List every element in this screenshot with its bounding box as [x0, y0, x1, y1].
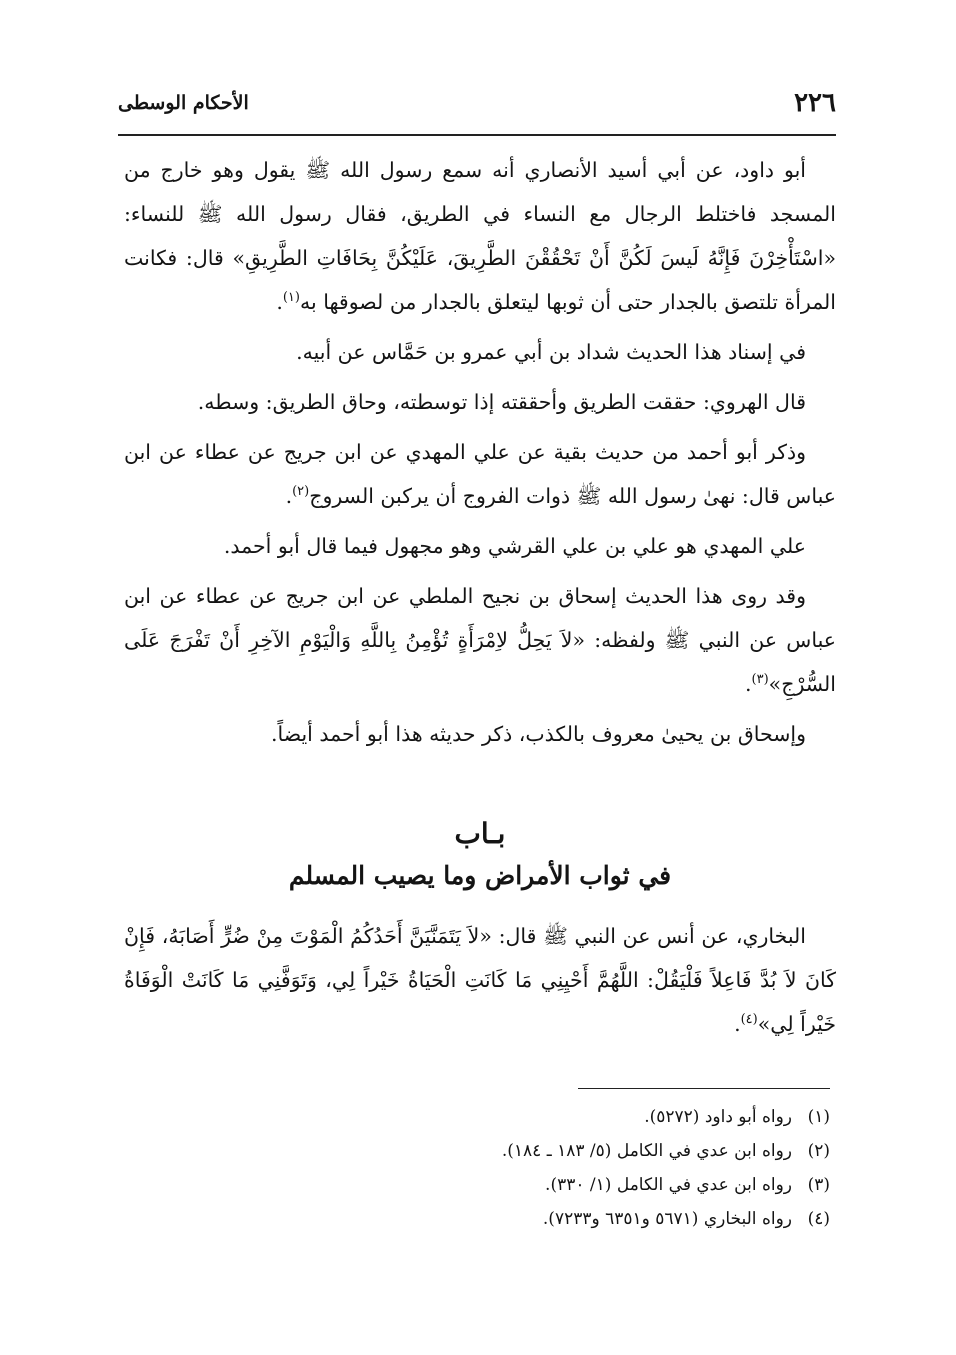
- page-number: ٢٢٦: [794, 88, 836, 118]
- paragraph-harawi: قال الهروي: حققت الطريق وأحققته إذا توسطته، وحاق الطريق: وسطه.: [197, 390, 806, 414]
- header-rule: [118, 134, 836, 136]
- footnote-number: (٢): [807, 1141, 830, 1161]
- footnote-marker[interactable]: (٤): [740, 1012, 758, 1028]
- paragraph-ishaq-yahya: وإسحاق بن يحيىٰ معروف بالكذب، ذكر حديثه هذا أبو أحمد أيضاً.: [270, 722, 806, 746]
- paragraph-bukhari: البخاري، عن أنس عن النبي ﷺ قال: «لاَ يَتَمَنَّيَنَّ أَحَدُكُمُ الْمَوْتَ مِنْ ضُرٍّ أَصَابَهُ، فَإِنْ كَانَ لاَ بُدَّ فَاعِلاً فَلْيَقُلْ: اللَّهُمَّ أَحْيِنِي مَا كَانَتِ الْحَيَاةُ خَيْراً لِي، وَتَوَفَّنِي مَا كَانَتْ الْوَفَاةُ خَيْراً لِي»$^{(٤)}$.: [124, 924, 836, 1036]
- paragraph-isnad-note: في إسناد هذا الحديث شداد بن أبي عمرو بن حَمَّاس عن أبيه.: [296, 340, 806, 364]
- footnote-marker[interactable]: (١): [282, 290, 300, 306]
- footnote-item: [124, 1100, 830, 1134]
- running-header: [118, 88, 836, 128]
- footnotes: [124, 1100, 830, 1236]
- paragraph-ishaq-najih: وقد روى هذا الحديث إسحاق بن نجيح الملطي عن ابن جريج عن عطاء عن ابن عباس عن النبي ﷺ ولفظه: «لاَ يَحِلُّ لاِمْرَأَةٍ تُؤْمِنُ بِاللَّهِ وَالْيَوْمِ الآخِرِ أَنْ تَفْرَجَ عَلَى السُّرْجِ»$^{(٣)}$.: [124, 584, 836, 696]
- main-text: [124, 148, 836, 1052]
- paragraph-ali-mahdi: علي المهدي هو علي بن علي القرشي وهو مجهول فيما قال أبو أحمد.: [223, 534, 806, 558]
- footnote-separator: [578, 1088, 830, 1089]
- footnote-text: رواه ابن عدي في الكامل (٥/ ١٨٣ ـ ١٨٤).: [501, 1141, 792, 1161]
- footnote-item: [124, 1134, 830, 1168]
- footnote-number: (٣): [807, 1175, 830, 1195]
- chapter-title: في ثواب الأمراض وما يصيب المسلم: [288, 861, 672, 890]
- chapter-heading: بـاب: [454, 817, 506, 850]
- paragraph-abu-dawud: أبو داود، عن أبي أسيد الأنصاري أنه سمع رسول الله ﷺ يقول وهو خارج من المسجد فاختلط الرجال مع النساء في الطريق، فقال رسول الله ﷺ للنساء: «اسْتَأْخِرْنَ فَإِنَّهُ لَيسَ لَكُنَّ أَنْ تَحْقُقْنَ الطَّرِيقَ، عَلَيْكُنَّ بِحَافَاتِ الطَّرِيقِ» قال: فكانت المرأة تلتصق بالجدار حتى أن ثوبها ليتعلق بالجدار من لصوقها به$^{(١)}$.: [124, 158, 836, 314]
- footnote-text: رواه البخاري (٥٦٧١ و٦٣٥١ و٧٢٣٣).: [542, 1209, 792, 1229]
- running-title: الأحكام الوسطى: [118, 92, 249, 114]
- footnote-number: (١): [807, 1107, 830, 1127]
- paragraph-abu-ahmad: وذكر أبو أحمد من حديث بقية عن علي المهدي عن ابن جريج عن عطاء عن ابن عباس قال: نهىٰ رسول الله ﷺ ذوات الفروج أن يركبن السروج$^{(٢)}$.: [124, 440, 836, 508]
- footnote-item: [124, 1168, 830, 1202]
- footnote-marker[interactable]: (٢): [292, 484, 310, 500]
- footnote-text: رواه أبو داود (٥٢٧٢).: [644, 1107, 792, 1127]
- footnote-item: [124, 1202, 830, 1236]
- footnote-marker[interactable]: (٣): [751, 672, 769, 688]
- footnote-number: (٤): [807, 1209, 830, 1229]
- footnote-text: رواه ابن عدي في الكامل (١/ ٣٣٠).: [545, 1175, 792, 1195]
